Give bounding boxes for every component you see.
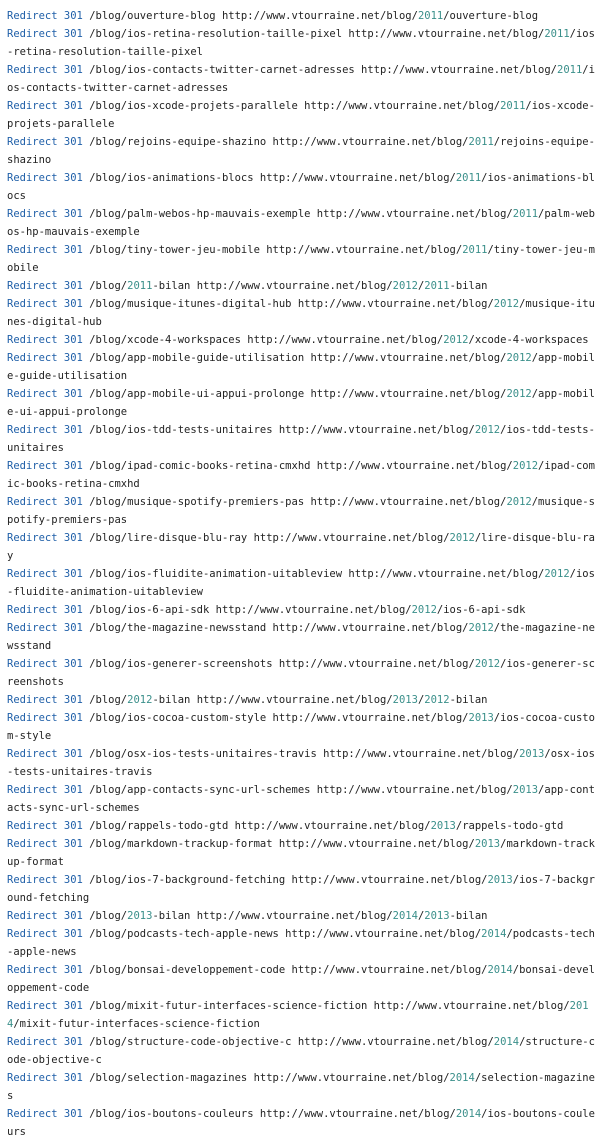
redirect-paths: /blog/xcode-4-workspaces http://www.vtourraine.net/blog/2012/xcode-4-workspaces: [89, 334, 589, 346]
redirect-keyword: Redirect: [7, 352, 58, 364]
status-code: 301: [63, 280, 83, 292]
status-code: 301: [63, 964, 83, 976]
redirect-line: [7, 241, 597, 277]
redirect-paths: /blog/lire-disque-blu-ray http://www.vtourraine.net/blog/2012/lire-disque-blu-ray: [7, 532, 595, 562]
redirect-line: [7, 601, 597, 619]
redirect-line: [7, 493, 597, 529]
redirect-line: [7, 133, 597, 169]
redirect-keyword: Redirect: [7, 748, 58, 760]
redirect-paths: /blog/ios-xcode-projets-parallele http://www.vtourraine.net/blog/2011/ios-xcode-projets-parallele: [7, 100, 595, 130]
redirect-paths: /blog/ios-6-api-sdk http://www.vtourraine.net/blog/2012/ios-6-api-sdk: [89, 604, 526, 616]
status-code: 301: [63, 100, 83, 112]
status-code: 301: [63, 244, 83, 256]
redirect-keyword: Redirect: [7, 820, 58, 832]
status-code: 301: [63, 1108, 83, 1120]
redirect-paths: /blog/selection-magazines http://www.vtourraine.net/blog/2014/selection-magazines: [7, 1072, 595, 1102]
redirect-keyword: Redirect: [7, 568, 58, 580]
redirect-line: [7, 871, 597, 907]
redirect-line: [7, 817, 597, 835]
status-code: 301: [63, 748, 83, 760]
status-code: 301: [63, 622, 83, 634]
redirect-paths: /blog/markdown-trackup-format http://www.vtourraine.net/blog/2013/markdown-trackup-format: [7, 838, 595, 868]
redirect-paths: /blog/ipad-comic-books-retina-cmxhd http://www.vtourraine.net/blog/2012/ipad-comic-books-retina-cmxhd: [7, 460, 595, 490]
redirect-paths: /blog/ouverture-blog http://www.vtourraine.net/blog/2011/ouverture-blog: [89, 10, 539, 22]
status-code: 301: [63, 136, 83, 148]
redirect-line: [7, 349, 597, 385]
redirect-keyword: Redirect: [7, 604, 58, 616]
redirect-line: [7, 421, 597, 457]
status-code: 301: [63, 1000, 83, 1012]
status-code: 301: [63, 10, 83, 22]
status-code: 301: [63, 928, 83, 940]
redirect-line: [7, 25, 597, 61]
redirect-line: [7, 529, 597, 565]
status-code: 301: [63, 910, 83, 922]
redirect-paths: /blog/app-mobile-guide-utilisation http://www.vtourraine.net/blog/2012/app-mobile-guide-utilisation: [7, 352, 595, 382]
redirect-paths: /blog/rappels-todo-gtd http://www.vtourraine.net/blog/2013/rappels-todo-gtd: [89, 820, 564, 832]
redirect-line: [7, 961, 597, 997]
redirect-keyword: Redirect: [7, 622, 58, 634]
redirect-line: [7, 277, 597, 295]
redirect-line: [7, 169, 597, 205]
redirect-keyword: Redirect: [7, 496, 58, 508]
redirect-paths: /blog/the-magazine-newsstand http://www.vtourraine.net/blog/2012/the-magazine-newsstand: [7, 622, 595, 652]
redirect-keyword: Redirect: [7, 298, 58, 310]
redirect-keyword: Redirect: [7, 910, 58, 922]
redirect-line: [7, 709, 597, 745]
status-code: 301: [63, 28, 83, 40]
redirect-keyword: Redirect: [7, 874, 58, 886]
redirect-line: [7, 1033, 597, 1069]
redirect-paths: /blog/musique-itunes-digital-hub http://www.vtourraine.net/blog/2012/musique-itunes-digital-hub: [7, 298, 595, 328]
redirect-paths: /blog/osx-ios-tests-unitaires-travis http://www.vtourraine.net/blog/2013/osx-ios-tests-unitaires-travis: [7, 748, 595, 778]
status-code: 301: [63, 334, 83, 346]
redirect-keyword: Redirect: [7, 1108, 58, 1120]
redirect-paths: /blog/2013-bilan http://www.vtourraine.net/blog/2014/2013-bilan: [89, 910, 488, 922]
redirect-keyword: Redirect: [7, 64, 58, 76]
redirect-paths: /blog/palm-webos-hp-mauvais-exemple http://www.vtourraine.net/blog/2011/palm-webos-hp-mauvais-exemple: [7, 208, 595, 238]
redirect-line: [7, 331, 597, 349]
redirect-keyword: Redirect: [7, 136, 58, 148]
status-code: 301: [63, 496, 83, 508]
redirect-keyword: Redirect: [7, 172, 58, 184]
redirect-keyword: Redirect: [7, 532, 58, 544]
redirect-paths: /blog/podcasts-tech-apple-news http://www.vtourraine.net/blog/2014/podcasts-tech-apple-news: [7, 928, 595, 958]
redirect-paths: /blog/ios-boutons-couleurs http://www.vtourraine.net/blog/2014/ios-boutons-couleurs: [7, 1108, 595, 1138]
status-code: 301: [63, 784, 83, 796]
redirect-keyword: Redirect: [7, 1000, 58, 1012]
redirect-paths: /blog/2011-bilan http://www.vtourraine.net/blog/2012/2011-bilan: [89, 280, 488, 292]
redirect-paths: /blog/rejoins-equipe-shazino http://www.vtourraine.net/blog/2011/rejoins-equipe-shazino: [7, 136, 595, 166]
redirect-keyword: Redirect: [7, 1072, 58, 1084]
redirect-paths: /blog/ios-animations-blocs http://www.vtourraine.net/blog/2011/ios-animations-blocs: [7, 172, 595, 202]
redirect-keyword: Redirect: [7, 964, 58, 976]
redirect-keyword: Redirect: [7, 244, 58, 256]
status-code: 301: [63, 568, 83, 580]
redirect-line: [7, 457, 597, 493]
redirect-keyword: Redirect: [7, 100, 58, 112]
status-code: 301: [63, 838, 83, 850]
status-code: 301: [63, 388, 83, 400]
status-code: 301: [63, 694, 83, 706]
redirect-line: [7, 1105, 597, 1141]
status-code: 301: [63, 532, 83, 544]
status-code: 301: [63, 658, 83, 670]
redirect-keyword: Redirect: [7, 28, 58, 40]
redirect-line: [7, 907, 597, 925]
redirect-keyword: Redirect: [7, 1036, 58, 1048]
status-code: 301: [63, 460, 83, 472]
redirect-paths: /blog/bonsai-developpement-code http://www.vtourraine.net/blog/2014/bonsai-developpement-code: [7, 964, 595, 994]
redirect-line: [7, 691, 597, 709]
redirect-keyword: Redirect: [7, 334, 58, 346]
status-code: 301: [63, 604, 83, 616]
status-code: 301: [63, 712, 83, 724]
redirect-keyword: Redirect: [7, 424, 58, 436]
redirect-keyword: Redirect: [7, 208, 58, 220]
redirect-line: [7, 565, 597, 601]
redirect-paths: /blog/structure-code-objective-c http://www.vtourraine.net/blog/2014/structure-code-objective-c: [7, 1036, 595, 1066]
redirect-line: [7, 925, 597, 961]
status-code: 301: [63, 874, 83, 886]
status-code: 301: [63, 424, 83, 436]
redirect-paths: /blog/ios-contacts-twitter-carnet-adresses http://www.vtourraine.net/blog/2011/ios-contacts-twitter-carnet-adresses: [7, 64, 595, 94]
status-code: 301: [63, 208, 83, 220]
redirect-keyword: Redirect: [7, 658, 58, 670]
redirect-paths: /blog/ios-fluidite-animation-uitableview http://www.vtourraine.net/blog/2012/ios-fluidite-animation-uitableview: [7, 568, 595, 598]
redirect-keyword: Redirect: [7, 928, 58, 940]
status-code: 301: [63, 352, 83, 364]
redirect-paths: /blog/ios-cocoa-custom-style http://www.vtourraine.net/blog/2013/ios-cocoa-custom-style: [7, 712, 595, 742]
redirect-line: [7, 1069, 597, 1105]
status-code: 301: [63, 64, 83, 76]
status-code: 301: [63, 1072, 83, 1084]
redirect-keyword: Redirect: [7, 712, 58, 724]
redirect-paths: /blog/ios-tdd-tests-unitaires http://www.vtourraine.net/blog/2012/ios-tdd-tests-unitaires: [7, 424, 595, 454]
redirect-keyword: Redirect: [7, 694, 58, 706]
redirect-line: [7, 7, 597, 25]
redirect-keyword: Redirect: [7, 838, 58, 850]
status-code: 301: [63, 172, 83, 184]
redirect-keyword: Redirect: [7, 460, 58, 472]
status-code: 301: [63, 1036, 83, 1048]
redirect-paths: /blog/2012-bilan http://www.vtourraine.net/blog/2013/2012-bilan: [89, 694, 488, 706]
redirect-line: [7, 997, 597, 1033]
status-code: 301: [63, 298, 83, 310]
redirect-paths: /blog/ios-7-background-fetching http://www.vtourraine.net/blog/2013/ios-7-background-fetching: [7, 874, 595, 904]
redirect-line: [7, 295, 597, 331]
redirect-keyword: Redirect: [7, 10, 58, 22]
redirect-line: [7, 61, 597, 97]
redirect-keyword: Redirect: [7, 280, 58, 292]
redirect-line: [7, 745, 597, 781]
redirect-paths: /blog/ios-generer-screenshots http://www.vtourraine.net/blog/2012/ios-generer-screenshots: [7, 658, 595, 688]
redirect-line: [7, 619, 597, 655]
redirect-line: [7, 97, 597, 133]
redirect-keyword: Redirect: [7, 388, 58, 400]
redirect-keyword: Redirect: [7, 784, 58, 796]
redirect-line: [7, 205, 597, 241]
redirect-paths: /blog/ios-retina-resolution-taille-pixel http://www.vtourraine.net/blog/2011/ios-retina-resolution-taille-pixel: [7, 28, 595, 58]
redirect-paths: /blog/musique-spotify-premiers-pas http://www.vtourraine.net/blog/2012/musique-spotify-premiers-pas: [7, 496, 595, 526]
redirect-paths: /blog/tiny-tower-jeu-mobile http://www.vtourraine.net/blog/2011/tiny-tower-jeu-mobile: [7, 244, 595, 274]
redirect-line: [7, 835, 597, 871]
redirect-line: [7, 781, 597, 817]
redirect-line: [7, 385, 597, 421]
redirect-paths: /blog/app-contacts-sync-url-schemes http://www.vtourraine.net/blog/2013/app-contacts-sync-url-schemes: [7, 784, 595, 814]
redirect-line: [7, 655, 597, 691]
redirect-paths: /blog/mixit-futur-interfaces-science-fiction http://www.vtourraine.net/blog/2014/mixit-futur-interfaces-science-fiction: [7, 1000, 589, 1030]
status-code: 301: [63, 820, 83, 832]
redirect-paths: /blog/app-mobile-ui-appui-prolonge http://www.vtourraine.net/blog/2012/app-mobile-ui-appui-prolonge: [7, 388, 595, 418]
